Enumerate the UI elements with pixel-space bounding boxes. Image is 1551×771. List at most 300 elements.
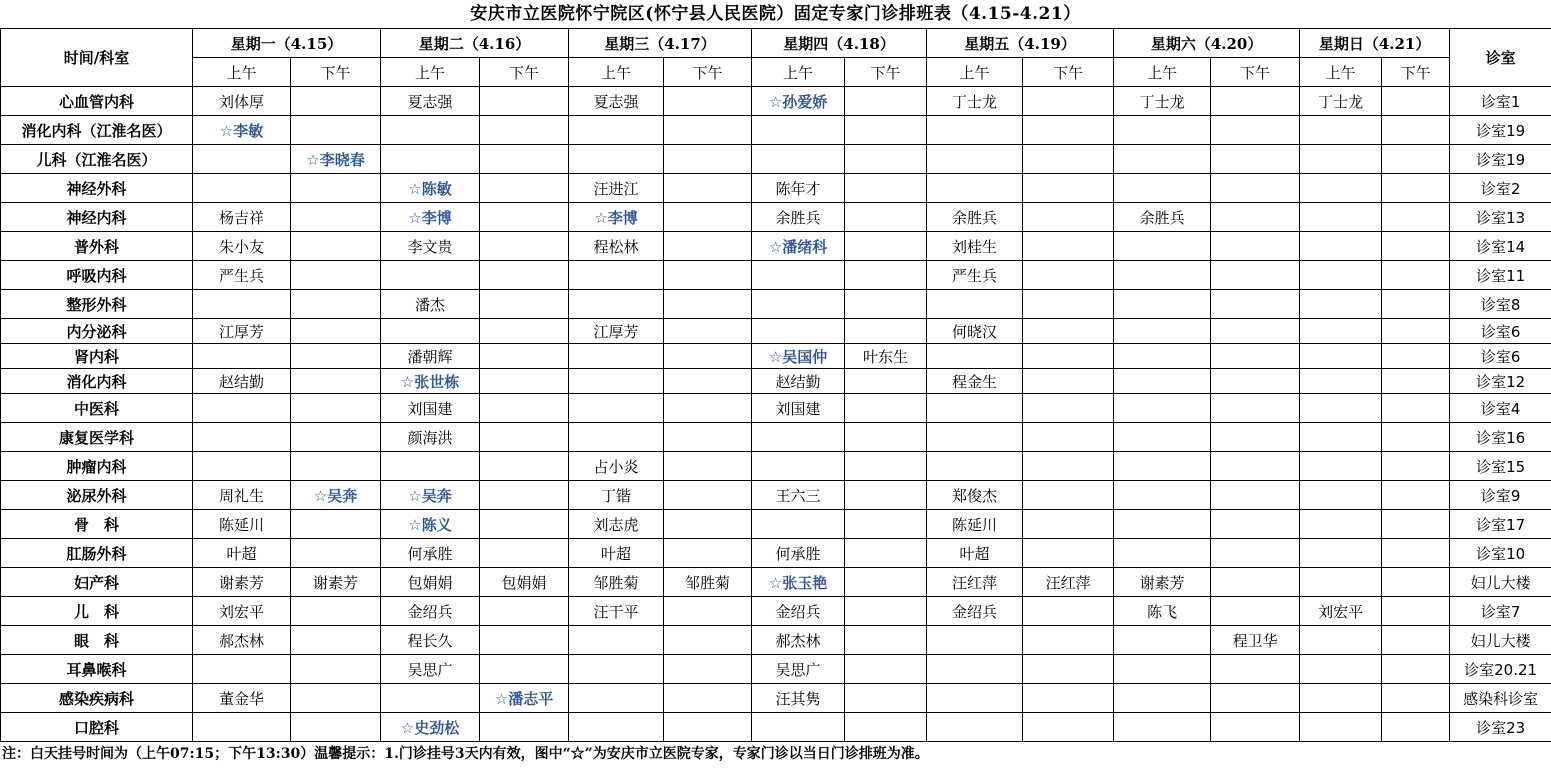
department-cell: 肛肠外科 <box>1 539 193 568</box>
pm-doctor-cell <box>845 319 927 344</box>
am-doctor-cell <box>569 319 664 344</box>
am-doctor-cell <box>569 423 664 452</box>
am-doctor-cell <box>752 203 845 232</box>
pm-doctor-cell <box>845 452 927 481</box>
pm-doctor-cell <box>480 539 569 568</box>
doctor-name: 刘体厚 <box>218 92 264 111</box>
am-doctor-cell <box>1114 174 1211 203</box>
room-cell: 诊室6 <box>1450 344 1551 369</box>
doctor-name: 赵结勤 <box>218 372 264 391</box>
pm-doctor-cell <box>291 510 381 539</box>
doctor-name: ☆史劲松 <box>400 718 460 737</box>
room-cell: 诊室12 <box>1450 369 1551 394</box>
am-doctor-cell <box>1114 510 1211 539</box>
pm-doctor-cell <box>664 423 752 452</box>
department-cell: 眼 科 <box>1 626 193 655</box>
am-doctor-cell <box>193 145 291 174</box>
am-doctor-cell <box>569 394 664 423</box>
pm-doctor-cell <box>664 344 752 369</box>
pm-doctor-cell <box>291 394 381 423</box>
doctor-name: 汪干平 <box>593 602 639 621</box>
am-doctor-cell <box>569 539 664 568</box>
pm-doctor-cell <box>1211 369 1300 394</box>
doctor-name: 丁士龙 <box>1318 92 1364 111</box>
pm-doctor-cell <box>1382 626 1450 655</box>
am-doctor-cell <box>381 626 480 655</box>
department-cell: 整形外科 <box>1 290 193 319</box>
pm-doctor-cell <box>1023 713 1114 742</box>
am-doctor-cell <box>752 626 845 655</box>
room-cell: 诊室19 <box>1450 116 1551 145</box>
am-doctor-cell <box>193 394 291 423</box>
am-doctor-cell <box>927 539 1023 568</box>
am-doctor-cell <box>927 423 1023 452</box>
am-doctor-cell <box>1114 597 1211 626</box>
am-doctor-cell <box>927 597 1023 626</box>
doctor-name: 董金华 <box>218 689 264 708</box>
doctor-name: ☆孙爱娇 <box>768 92 828 111</box>
doctor-name: 程松林 <box>593 237 639 256</box>
am-header: 上午 <box>569 58 664 87</box>
department-cell: 康复医学科 <box>1 423 193 452</box>
pm-doctor-cell <box>1023 261 1114 290</box>
pm-doctor-cell <box>1023 203 1114 232</box>
doctor-name: 严生兵 <box>218 266 264 285</box>
table-row <box>1 232 1551 261</box>
day-header-sun: 星期日（4.21） <box>1300 29 1450 58</box>
pm-doctor-cell <box>1023 394 1114 423</box>
department-cell: 神经内科 <box>1 203 193 232</box>
pm-doctor-cell <box>664 568 752 597</box>
doctor-name: 潘朝辉 <box>407 347 453 366</box>
pm-doctor-cell <box>664 290 752 319</box>
pm-doctor-cell <box>845 116 927 145</box>
pm-doctor-cell <box>291 713 381 742</box>
pm-doctor-cell <box>480 481 569 510</box>
am-doctor-cell <box>381 319 480 344</box>
doctor-name: ☆李博 <box>408 208 452 227</box>
am-doctor-cell <box>1300 394 1382 423</box>
am-doctor-cell <box>927 626 1023 655</box>
pm-doctor-cell <box>1023 145 1114 174</box>
pm-doctor-cell <box>664 655 752 684</box>
am-doctor-cell <box>193 423 291 452</box>
pm-doctor-cell <box>480 452 569 481</box>
pm-doctor-cell <box>845 394 927 423</box>
am-doctor-cell <box>752 481 845 510</box>
doctor-name: 赵结勤 <box>775 372 821 391</box>
room-cell: 诊室15 <box>1450 452 1551 481</box>
am-doctor-cell <box>1114 116 1211 145</box>
day-header-thu: 星期四（4.18） <box>752 29 927 58</box>
am-doctor-cell <box>1114 232 1211 261</box>
doctor-name: ☆潘志平 <box>494 689 554 708</box>
table-row <box>1 174 1551 203</box>
pm-doctor-cell <box>664 87 752 116</box>
pm-doctor-cell <box>1023 568 1114 597</box>
header-row-halves <box>1 58 1551 87</box>
table-row <box>1 261 1551 290</box>
am-doctor-cell <box>381 344 480 369</box>
table-row <box>1 713 1551 742</box>
am-doctor-cell <box>1300 319 1382 344</box>
doctor-name: 包娟娟 <box>407 573 453 592</box>
am-doctor-cell <box>569 261 664 290</box>
pm-doctor-cell <box>1382 655 1450 684</box>
doctor-name: 刘宏平 <box>218 602 264 621</box>
am-doctor-cell <box>1114 319 1211 344</box>
am-doctor-cell <box>193 655 291 684</box>
am-doctor-cell <box>193 626 291 655</box>
am-doctor-cell <box>381 510 480 539</box>
pm-doctor-cell <box>1211 344 1300 369</box>
doctor-name: 谢素芳 <box>218 573 264 592</box>
am-doctor-cell <box>752 597 845 626</box>
am-doctor-cell <box>752 369 845 394</box>
pm-doctor-cell <box>1023 626 1114 655</box>
department-cell: 儿科（江淮名医） <box>1 145 193 174</box>
department-cell: 感染疾病科 <box>1 684 193 713</box>
am-doctor-cell <box>193 290 291 319</box>
room-cell: 诊室11 <box>1450 261 1551 290</box>
am-doctor-cell <box>1114 290 1211 319</box>
am-doctor-cell <box>569 626 664 655</box>
table-row <box>1 597 1551 626</box>
pm-doctor-cell <box>480 87 569 116</box>
am-doctor-cell <box>193 539 291 568</box>
doctor-name: 余胜兵 <box>952 208 998 227</box>
room-cell: 诊室13 <box>1450 203 1551 232</box>
am-doctor-cell <box>193 261 291 290</box>
doctor-name: 陈延川 <box>952 515 998 534</box>
day-header-wed: 星期三（4.17） <box>569 29 752 58</box>
doctor-name: 汪红萍 <box>1045 573 1091 592</box>
am-doctor-cell <box>1300 481 1382 510</box>
am-doctor-cell <box>193 481 291 510</box>
am-doctor-cell <box>381 568 480 597</box>
am-doctor-cell <box>1114 626 1211 655</box>
am-doctor-cell <box>1300 116 1382 145</box>
am-doctor-cell <box>1300 597 1382 626</box>
room-cell: 诊室14 <box>1450 232 1551 261</box>
pm-doctor-cell <box>845 369 927 394</box>
doctor-name: 李文贵 <box>407 237 453 256</box>
pm-doctor-cell <box>664 626 752 655</box>
am-doctor-cell <box>927 174 1023 203</box>
am-doctor-cell <box>1114 452 1211 481</box>
pm-doctor-cell <box>291 597 381 626</box>
am-doctor-cell <box>569 87 664 116</box>
am-doctor-cell <box>381 481 480 510</box>
room-cell: 诊室17 <box>1450 510 1551 539</box>
am-doctor-cell <box>569 116 664 145</box>
pm-doctor-cell <box>480 290 569 319</box>
am-doctor-cell <box>381 174 480 203</box>
am-doctor-cell <box>193 116 291 145</box>
am-doctor-cell <box>752 423 845 452</box>
pm-doctor-cell <box>1211 174 1300 203</box>
pm-doctor-cell <box>291 481 381 510</box>
pm-doctor-cell <box>480 174 569 203</box>
am-doctor-cell <box>569 655 664 684</box>
doctor-name: 刘国建 <box>775 399 821 418</box>
pm-doctor-cell <box>845 568 927 597</box>
am-doctor-cell <box>381 597 480 626</box>
am-header: 上午 <box>752 58 845 87</box>
am-doctor-cell <box>1114 344 1211 369</box>
pm-doctor-cell <box>1211 394 1300 423</box>
pm-doctor-cell <box>291 655 381 684</box>
doctor-name: 郝杰林 <box>218 631 264 650</box>
pm-doctor-cell <box>1382 597 1450 626</box>
doctor-name: 郝杰林 <box>775 631 821 650</box>
am-doctor-cell <box>381 261 480 290</box>
am-doctor-cell <box>1300 232 1382 261</box>
day-header-sat: 星期六（4.20） <box>1114 29 1300 58</box>
am-doctor-cell <box>752 174 845 203</box>
pm-doctor-cell <box>1023 655 1114 684</box>
pm-doctor-cell <box>1023 319 1114 344</box>
department-cell: 肾内科 <box>1 344 193 369</box>
doctor-name: ☆吴国仲 <box>768 347 828 366</box>
am-doctor-cell <box>1114 684 1211 713</box>
am-doctor-cell <box>927 481 1023 510</box>
doctor-name: 金绍兵 <box>775 602 821 621</box>
pm-doctor-cell <box>845 510 927 539</box>
pm-doctor-cell <box>480 510 569 539</box>
pm-doctor-cell <box>845 713 927 742</box>
pm-doctor-cell <box>1382 684 1450 713</box>
am-doctor-cell <box>193 203 291 232</box>
pm-doctor-cell <box>1023 481 1114 510</box>
doctor-name: 杨吉祥 <box>218 208 264 227</box>
pm-doctor-cell <box>1211 261 1300 290</box>
pm-doctor-cell <box>1382 116 1450 145</box>
time-dept-header: 时间/科室 <box>1 29 193 87</box>
am-doctor-cell <box>1300 539 1382 568</box>
pm-doctor-cell <box>1023 369 1114 394</box>
am-doctor-cell <box>381 290 480 319</box>
doctor-name: ☆吴奔 <box>408 486 452 505</box>
am-doctor-cell <box>1300 344 1382 369</box>
pm-doctor-cell <box>1382 539 1450 568</box>
am-doctor-cell <box>569 597 664 626</box>
am-doctor-cell <box>752 510 845 539</box>
pm-doctor-cell <box>480 319 569 344</box>
pm-doctor-cell <box>480 713 569 742</box>
pm-doctor-cell <box>1382 394 1450 423</box>
pm-doctor-cell <box>1382 423 1450 452</box>
pm-doctor-cell <box>1382 319 1450 344</box>
pm-doctor-cell <box>664 597 752 626</box>
table-row <box>1 145 1551 174</box>
am-doctor-cell <box>927 319 1023 344</box>
footer-note: 注：白天挂号时间为（上午07:15；下午13:30）温馨提示：1.门诊挂号3天内有效，图中“☆”为安庆市立医院专家，专家门诊以当日门诊排班为准。 <box>2 746 929 762</box>
day-header-mon: 星期一（4.15） <box>193 29 381 58</box>
header-row-days <box>1 29 1551 58</box>
pm-doctor-cell <box>845 87 927 116</box>
am-doctor-cell <box>1114 145 1211 174</box>
am-doctor-cell <box>569 481 664 510</box>
am-doctor-cell <box>927 203 1023 232</box>
pm-doctor-cell <box>845 344 927 369</box>
room-cell: 诊室8 <box>1450 290 1551 319</box>
pm-doctor-cell <box>1211 713 1300 742</box>
doctor-name: 汪红萍 <box>952 573 998 592</box>
am-doctor-cell <box>752 684 845 713</box>
table-row <box>1 423 1551 452</box>
am-doctor-cell <box>193 713 291 742</box>
doctor-name: ☆陈义 <box>408 515 452 534</box>
am-doctor-cell <box>381 87 480 116</box>
table-row <box>1 203 1551 232</box>
table-row <box>1 116 1551 145</box>
pm-doctor-cell <box>1211 510 1300 539</box>
am-doctor-cell <box>569 684 664 713</box>
department-cell: 消化内科 <box>1 369 193 394</box>
am-doctor-cell <box>569 510 664 539</box>
doctor-name: 程卫华 <box>1232 631 1278 650</box>
pm-doctor-cell <box>291 452 381 481</box>
pm-doctor-cell <box>291 684 381 713</box>
am-doctor-cell <box>752 87 845 116</box>
am-doctor-cell <box>1300 145 1382 174</box>
room-header: 诊室 <box>1450 29 1551 87</box>
pm-doctor-cell <box>291 174 381 203</box>
pm-doctor-cell <box>291 568 381 597</box>
table-row <box>1 290 1551 319</box>
pm-doctor-cell <box>291 232 381 261</box>
pm-doctor-cell <box>1211 232 1300 261</box>
table-row <box>1 626 1551 655</box>
schedule-table <box>0 28 1551 742</box>
pm-doctor-cell <box>291 87 381 116</box>
am-doctor-cell <box>1114 713 1211 742</box>
pm-doctor-cell <box>1211 481 1300 510</box>
am-doctor-cell <box>752 145 845 174</box>
doctor-name: 余胜兵 <box>775 208 821 227</box>
room-cell: 妇儿大楼 <box>1450 568 1551 597</box>
pm-doctor-cell <box>1023 290 1114 319</box>
table-row <box>1 481 1551 510</box>
am-doctor-cell <box>193 174 291 203</box>
am-doctor-cell <box>752 539 845 568</box>
pm-doctor-cell <box>1023 232 1114 261</box>
pm-doctor-cell <box>845 145 927 174</box>
pm-doctor-cell <box>1382 481 1450 510</box>
department-cell: 儿 科 <box>1 597 193 626</box>
pm-doctor-cell <box>480 116 569 145</box>
pm-doctor-cell <box>1211 116 1300 145</box>
am-doctor-cell <box>1114 261 1211 290</box>
am-doctor-cell <box>927 452 1023 481</box>
room-cell: 诊室6 <box>1450 319 1551 344</box>
am-doctor-cell <box>193 568 291 597</box>
pm-doctor-cell <box>1023 510 1114 539</box>
pm-doctor-cell <box>1382 203 1450 232</box>
am-doctor-cell <box>1114 87 1211 116</box>
pm-doctor-cell <box>291 539 381 568</box>
pm-doctor-cell <box>291 290 381 319</box>
room-cell: 感染科诊室 <box>1450 684 1551 713</box>
pm-doctor-cell <box>845 655 927 684</box>
pm-doctor-cell <box>291 344 381 369</box>
pm-doctor-cell <box>1211 655 1300 684</box>
doctor-name: 刘宏平 <box>1318 602 1364 621</box>
pm-doctor-cell <box>845 423 927 452</box>
am-doctor-cell <box>1114 568 1211 597</box>
pm-doctor-cell <box>664 232 752 261</box>
room-cell: 诊室7 <box>1450 597 1551 626</box>
room-cell: 诊室2 <box>1450 174 1551 203</box>
am-doctor-cell <box>193 319 291 344</box>
doctor-name: 占小炎 <box>593 457 639 476</box>
doctor-name: 叶超 <box>959 544 990 563</box>
am-doctor-cell <box>1300 174 1382 203</box>
doctor-name: 叶超 <box>601 544 632 563</box>
am-doctor-cell <box>569 452 664 481</box>
pm-doctor-cell <box>291 319 381 344</box>
am-doctor-cell <box>569 568 664 597</box>
am-doctor-cell <box>927 261 1023 290</box>
doctor-name: 金绍兵 <box>407 602 453 621</box>
doctor-name: 刘桂生 <box>952 237 998 256</box>
pm-doctor-cell <box>845 626 927 655</box>
am-doctor-cell <box>569 145 664 174</box>
pm-doctor-cell <box>1211 145 1300 174</box>
pm-doctor-cell <box>480 261 569 290</box>
table-body <box>1 87 1551 742</box>
doctor-name: 丁锴 <box>601 486 632 505</box>
pm-doctor-cell <box>845 539 927 568</box>
pm-doctor-cell <box>1023 344 1114 369</box>
room-cell: 诊室20.21 <box>1450 655 1551 684</box>
am-doctor-cell <box>193 510 291 539</box>
pm-doctor-cell <box>664 174 752 203</box>
room-cell: 诊室23 <box>1450 713 1551 742</box>
table-row <box>1 394 1551 423</box>
pm-doctor-cell <box>845 261 927 290</box>
pm-doctor-cell <box>1211 568 1300 597</box>
am-doctor-cell <box>927 87 1023 116</box>
doctor-name: 谢素芳 <box>1139 573 1185 592</box>
doctor-name: 颜海洪 <box>407 428 453 447</box>
pm-doctor-cell <box>480 344 569 369</box>
am-doctor-cell <box>569 369 664 394</box>
table-header <box>1 29 1551 87</box>
department-cell: 骨 科 <box>1 510 193 539</box>
am-doctor-cell <box>752 344 845 369</box>
am-doctor-cell <box>927 344 1023 369</box>
am-doctor-cell <box>381 394 480 423</box>
am-doctor-cell <box>193 232 291 261</box>
am-doctor-cell <box>927 655 1023 684</box>
doctor-name: 郑俊杰 <box>952 486 998 505</box>
day-header-tue: 星期二（4.16） <box>381 29 569 58</box>
am-doctor-cell <box>381 539 480 568</box>
am-doctor-cell <box>193 452 291 481</box>
pm-doctor-cell <box>1382 174 1450 203</box>
pm-doctor-cell <box>664 713 752 742</box>
am-doctor-cell <box>1114 423 1211 452</box>
am-doctor-cell <box>927 232 1023 261</box>
am-doctor-cell <box>1114 394 1211 423</box>
am-header: 上午 <box>193 58 291 87</box>
pm-doctor-cell <box>1382 713 1450 742</box>
department-cell: 心血管内科 <box>1 87 193 116</box>
pm-header: 下午 <box>664 58 752 87</box>
doctor-name: ☆李晓春 <box>306 150 365 169</box>
